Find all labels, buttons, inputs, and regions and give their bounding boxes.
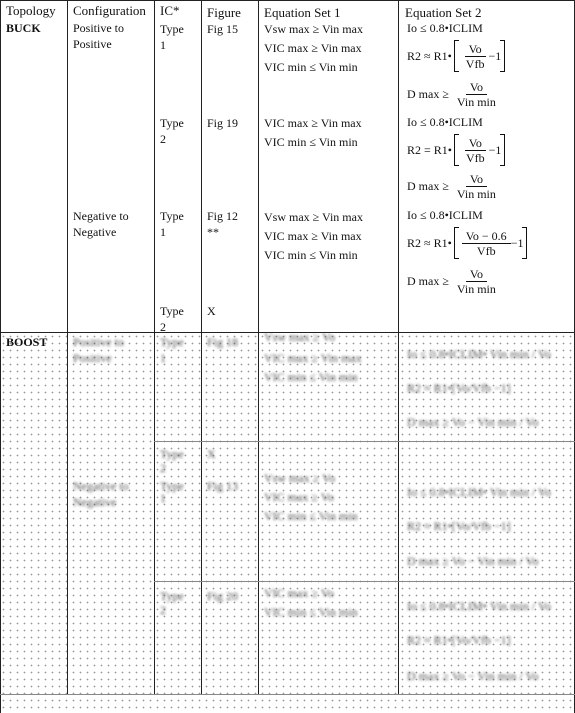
equation-line: VIC min ≤ Vin min <box>264 135 358 149</box>
dmax-fraction <box>453 172 500 201</box>
dmax-lhs: D max ≥ <box>407 179 449 193</box>
ic-type-number: 1 <box>160 351 166 365</box>
fraction-numerator: Vo <box>466 80 487 95</box>
figure-ref: X <box>207 304 216 318</box>
r2-lhs: R2 = R1• <box>407 142 452 157</box>
figure-ref: Fig 19 <box>207 116 239 130</box>
row-divider <box>154 441 575 442</box>
fraction-numerator: Vo <box>465 42 486 57</box>
r2-lhs: R2 ≈ R1• <box>407 235 452 250</box>
topology-buck: BUCK <box>6 21 41 35</box>
fraction-denominator: Vin min <box>456 187 496 201</box>
equation-line: Io ≤ 0.8•ICLIM• Vin min / Vo <box>407 485 551 499</box>
equation-line: VIC min ≤ Vin min <box>264 509 358 523</box>
r2-bracket <box>454 40 505 72</box>
boost-config-negative: Negative <box>73 495 117 509</box>
equation-line: VIC max ≥ Vin max <box>264 41 362 55</box>
ic-type: Type <box>160 209 184 223</box>
ic-type-number: 2 <box>160 320 166 334</box>
equation-line: Io ≤ 0.8•ICLIM• Vin min / Vo <box>407 599 551 613</box>
figure-note: ** <box>207 225 219 239</box>
io-equation: Io ≤ 0.8•ICLIM <box>407 208 483 222</box>
fraction-denominator: Vin min <box>456 282 496 296</box>
figure-ref: Fig 12 <box>207 209 239 223</box>
ic-type: Type <box>160 335 184 349</box>
ic-type: Type <box>160 589 184 603</box>
equation-line: D max ≥ Vo − Vin min / Vo <box>407 554 539 568</box>
dmax-equation <box>407 172 500 201</box>
fraction-numerator: Vo − 0.6 <box>462 229 511 244</box>
ic-type: Type <box>160 479 184 493</box>
buck-config-positive: Positive to <box>73 21 125 35</box>
r2-tail: −1 <box>488 48 502 63</box>
equation-line: VIC min ≤ Vin min <box>264 60 358 74</box>
ic-type: Type <box>160 304 184 318</box>
equation-line: R2 ≈ R1•[Vo/Vfb −1] <box>407 519 511 533</box>
equation-line: VIC min ≤ Vin min <box>264 605 358 619</box>
table-border-top <box>0 0 575 1</box>
fraction-numerator: Vo <box>466 267 487 282</box>
table-border-left <box>0 0 1 713</box>
header-ic: IC* <box>160 3 180 18</box>
row-divider <box>154 581 575 582</box>
boost-config-positive: Positive to <box>73 335 125 349</box>
equation-line: Vsw max ≥ Vin max <box>264 210 363 224</box>
dmax-equation <box>407 267 500 296</box>
figure-ref: X <box>207 447 216 461</box>
io-equation: Io ≤ 0.8•ICLIM <box>407 115 483 129</box>
equation-line: VIC max ≥ Vin max <box>264 351 362 365</box>
table-border-bottom <box>0 694 575 695</box>
equation-line: Vsw max ≥ Vin max <box>264 22 363 36</box>
equation-line: Vsw max ≥ Vo <box>264 471 336 485</box>
fraction-denominator: Vfb <box>465 56 485 71</box>
header-equation-set-1: Equation Set 1 <box>264 5 341 20</box>
equation-line: Vsw max ≥ Vo <box>264 330 336 344</box>
boost-config-negative: Negative to <box>73 479 129 493</box>
equation-line: VIC max ≥ Vin max <box>264 116 362 130</box>
fraction-numerator: Vo <box>465 136 486 151</box>
header-configuration: Configuration <box>73 3 146 18</box>
fraction-denominator: Vfb <box>465 150 485 165</box>
equation-line: D max ≥ Vo − Vin min / Vo <box>407 669 539 683</box>
column-divider <box>154 0 155 695</box>
buck-config-positive: Positive <box>73 37 112 51</box>
column-divider <box>67 0 68 695</box>
r2-lhs: R2 ≈ R1• <box>407 48 452 63</box>
ic-type-number: 2 <box>160 461 166 475</box>
ic-type: Type <box>160 22 184 36</box>
r2-tail: −1 <box>510 235 524 250</box>
ic-type: Type <box>160 447 184 461</box>
r2-equation <box>407 134 507 166</box>
dmax-lhs: D max ≥ <box>407 87 449 101</box>
r2-equation <box>407 227 529 259</box>
ic-type-number: 2 <box>160 603 166 617</box>
column-divider <box>201 0 202 695</box>
fraction-denominator: Vin min <box>456 95 496 109</box>
r2-equation <box>407 40 507 72</box>
buck-config-negative: Negative <box>73 225 117 239</box>
ic-type-number: 1 <box>160 38 166 52</box>
equation-line: VIC max ≥ Vo <box>264 586 334 600</box>
ic-type: Type <box>160 116 184 130</box>
topology-boost: BOOST <box>6 335 48 349</box>
column-divider <box>258 0 259 695</box>
io-equation: Io ≤ 0.8•ICLIM <box>407 21 483 35</box>
dmax-fraction <box>453 267 500 296</box>
equation-line: R2 ≈ R1•[Vo/Vfb −1] <box>407 381 511 395</box>
r2-fraction <box>462 229 511 258</box>
figure-ref: Fig 15 <box>207 22 239 36</box>
header-topology: Topology <box>6 3 56 18</box>
figure-ref: Fig 18 <box>207 335 239 349</box>
equation-line: VIC max ≥ Vo <box>264 490 334 504</box>
equation-line: VIC min ≤ Vin min <box>264 370 358 384</box>
figure-ref: Fig 20 <box>207 589 239 603</box>
equation-line: VIC min ≤ Vin min <box>264 248 358 262</box>
equation-line: VIC max ≥ Vin max <box>264 229 362 243</box>
equation-line: Io ≤ 0.8•ICLIM• Vin min / Vo <box>407 347 551 361</box>
r2-fraction <box>462 42 489 71</box>
fraction-numerator: Vo <box>466 172 487 187</box>
column-divider <box>398 0 399 695</box>
buck-config-negative: Negative to <box>73 209 129 223</box>
dmax-fraction <box>453 80 500 109</box>
r2-fraction <box>462 136 489 165</box>
r2-bracket <box>454 227 528 259</box>
ic-type-number: 1 <box>160 225 166 239</box>
ic-type-number: 1 <box>160 491 166 505</box>
dmax-lhs: D max ≥ <box>407 274 449 288</box>
dmax-equation <box>407 80 500 109</box>
r2-tail: −1 <box>488 142 502 157</box>
header-equation-set-2: Equation Set 2 <box>405 5 482 20</box>
r2-bracket <box>454 134 505 166</box>
equation-line: D max ≥ Vo − Vin min / Vo <box>407 415 539 429</box>
header-figure: Figure <box>207 5 241 20</box>
boost-config-positive: Positive <box>73 351 112 365</box>
equation-line: R2 ≈ R1•[Vo/Vfb −1] <box>407 633 511 647</box>
figure-ref: Fig 13 <box>207 479 239 493</box>
ic-type-number: 2 <box>160 132 166 146</box>
fraction-denominator: Vfb <box>476 243 496 258</box>
